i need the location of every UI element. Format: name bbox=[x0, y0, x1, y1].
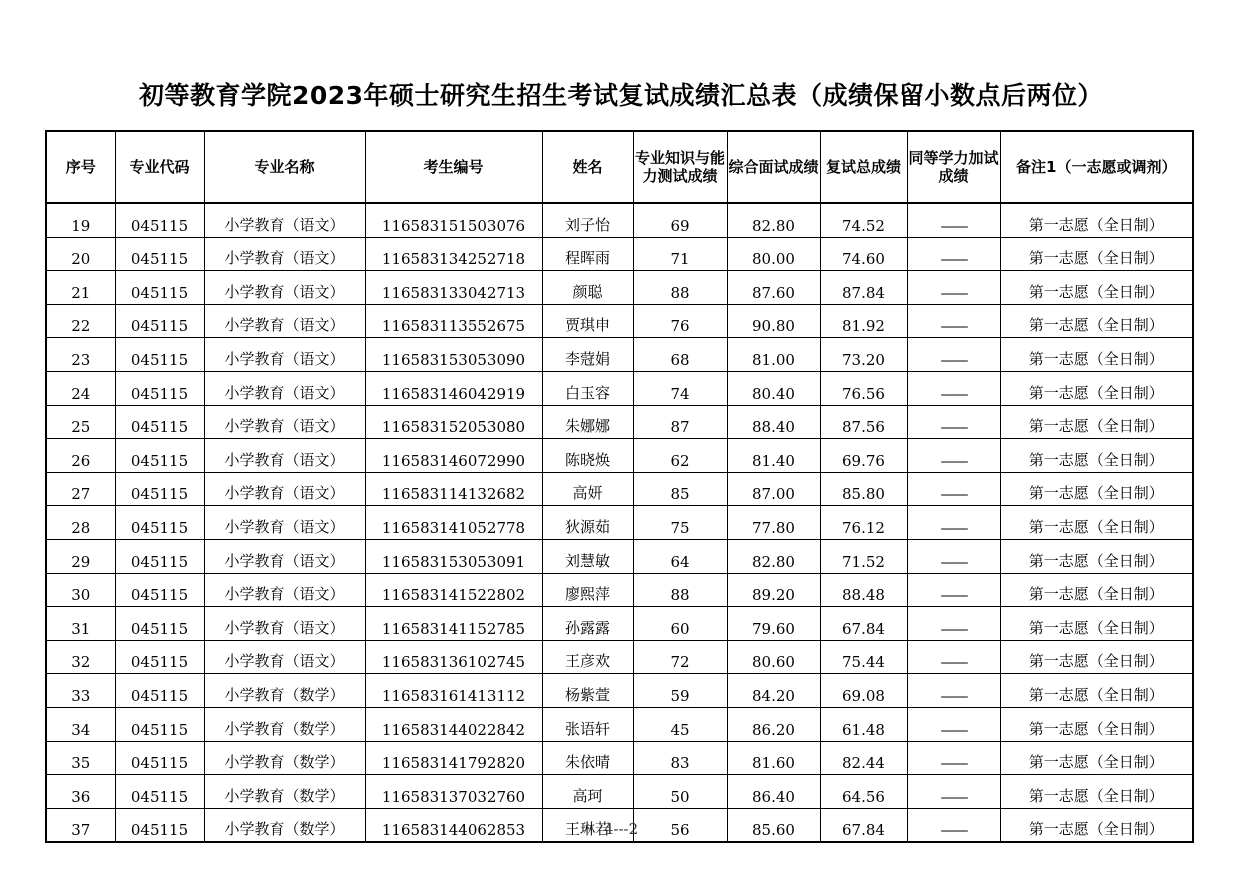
cell-major-name: 小学教育（语文） bbox=[204, 237, 365, 271]
cell-candidate-id: 116583136102745 bbox=[365, 640, 542, 674]
cell-major-name: 小学教育（语文） bbox=[204, 607, 365, 641]
column-header-major-code: 专业代码 bbox=[115, 131, 204, 203]
cell-interview-score: 88.40 bbox=[727, 405, 820, 439]
cell-test-score: 74 bbox=[633, 371, 727, 405]
cell-extra-score: —— bbox=[907, 237, 1000, 271]
cell-no: 29 bbox=[46, 539, 115, 573]
cell-interview-score: 86.20 bbox=[727, 707, 820, 741]
cell-total-score: 76.12 bbox=[820, 506, 907, 540]
cell-test-score: 71 bbox=[633, 237, 727, 271]
cell-no: 36 bbox=[46, 775, 115, 809]
cell-interview-score: 81.60 bbox=[727, 741, 820, 775]
cell-major-code: 045115 bbox=[115, 741, 204, 775]
cell-major-name: 小学教育（数学） bbox=[204, 707, 365, 741]
cell-extra-score: —— bbox=[907, 674, 1000, 708]
cell-interview-score: 87.60 bbox=[727, 271, 820, 305]
cell-total-score: 67.84 bbox=[820, 607, 907, 641]
cell-name: 王彦欢 bbox=[542, 640, 633, 674]
cell-note: 第一志愿（全日制） bbox=[1000, 472, 1193, 506]
table-row bbox=[46, 439, 1193, 473]
cell-total-score: 67.84 bbox=[820, 808, 907, 842]
cell-note: 第一志愿（全日制） bbox=[1000, 237, 1193, 271]
table-row bbox=[46, 607, 1193, 641]
cell-no: 19 bbox=[46, 203, 115, 237]
cell-extra-score: —— bbox=[907, 405, 1000, 439]
column-header-interview-score: 综合面试成绩 bbox=[727, 131, 820, 203]
cell-extra-score: —— bbox=[907, 439, 1000, 473]
cell-total-score: 75.44 bbox=[820, 640, 907, 674]
table-row bbox=[46, 405, 1193, 439]
cell-major-code: 045115 bbox=[115, 573, 204, 607]
cell-major-code: 045115 bbox=[115, 506, 204, 540]
cell-major-code: 045115 bbox=[115, 271, 204, 305]
cell-name: 张语轩 bbox=[542, 707, 633, 741]
table-row bbox=[46, 472, 1193, 506]
cell-note: 第一志愿（全日制） bbox=[1000, 304, 1193, 338]
column-header-candidate-id: 考生编号 bbox=[365, 131, 542, 203]
cell-interview-score: 90.80 bbox=[727, 304, 820, 338]
cell-total-score: 71.52 bbox=[820, 539, 907, 573]
cell-no: 30 bbox=[46, 573, 115, 607]
cell-test-score: 85 bbox=[633, 472, 727, 506]
table-row bbox=[46, 203, 1193, 237]
cell-note: 第一志愿（全日制） bbox=[1000, 405, 1193, 439]
cell-major-code: 045115 bbox=[115, 640, 204, 674]
cell-candidate-id: 116583141792820 bbox=[365, 741, 542, 775]
cell-interview-score: 87.00 bbox=[727, 472, 820, 506]
cell-major-name: 小学教育（数学） bbox=[204, 674, 365, 708]
scores-table bbox=[45, 130, 1194, 843]
cell-name: 刘慧敏 bbox=[542, 539, 633, 573]
cell-test-score: 50 bbox=[633, 775, 727, 809]
cell-major-code: 045115 bbox=[115, 338, 204, 372]
cell-note: 第一志愿（全日制） bbox=[1000, 203, 1193, 237]
cell-candidate-id: 116583137032760 bbox=[365, 775, 542, 809]
cell-test-score: 45 bbox=[633, 707, 727, 741]
column-header-name: 姓名 bbox=[542, 131, 633, 203]
cell-note: 第一志愿（全日制） bbox=[1000, 741, 1193, 775]
table-row bbox=[46, 707, 1193, 741]
cell-no: 26 bbox=[46, 439, 115, 473]
cell-major-code: 045115 bbox=[115, 674, 204, 708]
cell-major-code: 045115 bbox=[115, 707, 204, 741]
cell-extra-score: —— bbox=[907, 775, 1000, 809]
cell-extra-score: —— bbox=[907, 371, 1000, 405]
table-row bbox=[46, 304, 1193, 338]
cell-note: 第一志愿（全日制） bbox=[1000, 338, 1193, 372]
cell-candidate-id: 116583113552675 bbox=[365, 304, 542, 338]
cell-total-score: 85.80 bbox=[820, 472, 907, 506]
cell-name: 陈晓焕 bbox=[542, 439, 633, 473]
cell-major-code: 045115 bbox=[115, 775, 204, 809]
column-header-no: 序号 bbox=[46, 131, 115, 203]
cell-major-code: 045115 bbox=[115, 607, 204, 641]
cell-major-code: 045115 bbox=[115, 808, 204, 842]
cell-total-score: 69.08 bbox=[820, 674, 907, 708]
cell-major-name: 小学教育（数学） bbox=[204, 808, 365, 842]
cell-total-score: 88.48 bbox=[820, 573, 907, 607]
cell-major-code: 045115 bbox=[115, 237, 204, 271]
cell-note: 第一志愿（全日制） bbox=[1000, 607, 1193, 641]
table-row bbox=[46, 640, 1193, 674]
cell-major-name: 小学教育（语文） bbox=[204, 539, 365, 573]
cell-candidate-id: 116583144062853 bbox=[365, 808, 542, 842]
cell-extra-score: —— bbox=[907, 271, 1000, 305]
table-row bbox=[46, 775, 1193, 809]
cell-extra-score: —— bbox=[907, 640, 1000, 674]
cell-extra-score: —— bbox=[907, 539, 1000, 573]
cell-test-score: 69 bbox=[633, 203, 727, 237]
cell-name: 狄源茹 bbox=[542, 506, 633, 540]
cell-candidate-id: 116583114132682 bbox=[365, 472, 542, 506]
cell-no: 32 bbox=[46, 640, 115, 674]
table-row bbox=[46, 371, 1193, 405]
cell-no: 27 bbox=[46, 472, 115, 506]
cell-note: 第一志愿（全日制） bbox=[1000, 371, 1193, 405]
cell-note: 第一志愿（全日制） bbox=[1000, 640, 1193, 674]
table-row bbox=[46, 506, 1193, 540]
cell-name: 贾琪申 bbox=[542, 304, 633, 338]
page-number: 4---2 bbox=[603, 820, 639, 838]
cell-note: 第一志愿（全日制） bbox=[1000, 775, 1193, 809]
cell-test-score: 83 bbox=[633, 741, 727, 775]
cell-total-score: 64.56 bbox=[820, 775, 907, 809]
cell-note: 第一志愿（全日制） bbox=[1000, 271, 1193, 305]
cell-interview-score: 84.20 bbox=[727, 674, 820, 708]
cell-major-code: 045115 bbox=[115, 405, 204, 439]
cell-candidate-id: 116583152053080 bbox=[365, 405, 542, 439]
cell-major-name: 小学教育（数学） bbox=[204, 775, 365, 809]
cell-name: 杨紫萱 bbox=[542, 674, 633, 708]
cell-note: 第一志愿（全日制） bbox=[1000, 707, 1193, 741]
cell-total-score: 87.56 bbox=[820, 405, 907, 439]
cell-name: 朱娜娜 bbox=[542, 405, 633, 439]
cell-test-score: 56 bbox=[633, 808, 727, 842]
cell-no: 28 bbox=[46, 506, 115, 540]
cell-extra-score: —— bbox=[907, 203, 1000, 237]
cell-no: 23 bbox=[46, 338, 115, 372]
cell-major-code: 045115 bbox=[115, 371, 204, 405]
cell-major-name: 小学教育（语文） bbox=[204, 640, 365, 674]
cell-test-score: 64 bbox=[633, 539, 727, 573]
cell-test-score: 88 bbox=[633, 271, 727, 305]
cell-major-code: 045115 bbox=[115, 539, 204, 573]
cell-total-score: 73.20 bbox=[820, 338, 907, 372]
cell-note: 第一志愿（全日制） bbox=[1000, 573, 1193, 607]
column-header-major-name: 专业名称 bbox=[204, 131, 365, 203]
cell-interview-score: 80.40 bbox=[727, 371, 820, 405]
cell-interview-score: 80.60 bbox=[727, 640, 820, 674]
cell-test-score: 88 bbox=[633, 573, 727, 607]
cell-test-score: 68 bbox=[633, 338, 727, 372]
cell-interview-score: 77.80 bbox=[727, 506, 820, 540]
cell-major-name: 小学教育（语文） bbox=[204, 203, 365, 237]
cell-extra-score: —— bbox=[907, 338, 1000, 372]
cell-candidate-id: 116583144022842 bbox=[365, 707, 542, 741]
cell-major-name: 小学教育（语文） bbox=[204, 338, 365, 372]
cell-no: 24 bbox=[46, 371, 115, 405]
cell-interview-score: 81.40 bbox=[727, 439, 820, 473]
cell-note: 第一志愿（全日制） bbox=[1000, 506, 1193, 540]
cell-candidate-id: 116583153053091 bbox=[365, 539, 542, 573]
cell-interview-score: 79.60 bbox=[727, 607, 820, 641]
cell-total-score: 87.84 bbox=[820, 271, 907, 305]
cell-total-score: 82.44 bbox=[820, 741, 907, 775]
cell-note: 第一志愿（全日制） bbox=[1000, 808, 1193, 842]
cell-total-score: 74.60 bbox=[820, 237, 907, 271]
column-header-note: 备注1（一志愿或调剂） bbox=[1000, 131, 1193, 203]
cell-candidate-id: 116583141052778 bbox=[365, 506, 542, 540]
cell-interview-score: 81.00 bbox=[727, 338, 820, 372]
cell-major-name: 小学教育（语文） bbox=[204, 472, 365, 506]
table-body bbox=[46, 203, 1193, 842]
cell-name: 颜聪 bbox=[542, 271, 633, 305]
cell-no: 25 bbox=[46, 405, 115, 439]
cell-interview-score: 86.40 bbox=[727, 775, 820, 809]
cell-total-score: 74.52 bbox=[820, 203, 907, 237]
cell-name: 朱依晴 bbox=[542, 741, 633, 775]
cell-candidate-id: 116583133042713 bbox=[365, 271, 542, 305]
cell-extra-score: —— bbox=[907, 707, 1000, 741]
table-row bbox=[46, 338, 1193, 372]
cell-note: 第一志愿（全日制） bbox=[1000, 439, 1193, 473]
cell-interview-score: 82.80 bbox=[727, 203, 820, 237]
cell-test-score: 59 bbox=[633, 674, 727, 708]
cell-interview-score: 80.00 bbox=[727, 237, 820, 271]
cell-extra-score: —— bbox=[907, 607, 1000, 641]
cell-name: 高妍 bbox=[542, 472, 633, 506]
cell-total-score: 69.76 bbox=[820, 439, 907, 473]
cell-major-code: 045115 bbox=[115, 203, 204, 237]
cell-extra-score: —— bbox=[907, 573, 1000, 607]
page-title: 初等教育学院2023年硕士研究生招生考试复试成绩汇总表（成绩保留小数点后两位） bbox=[138, 81, 1104, 110]
cell-name: 孙露露 bbox=[542, 607, 633, 641]
cell-interview-score: 82.80 bbox=[727, 539, 820, 573]
cell-candidate-id: 116583161413112 bbox=[365, 674, 542, 708]
column-header-test-score: 专业知识与能力测试成绩 bbox=[633, 131, 727, 203]
cell-major-name: 小学教育（语文） bbox=[204, 439, 365, 473]
column-header-total-score: 复试总成绩 bbox=[820, 131, 907, 203]
cell-total-score: 61.48 bbox=[820, 707, 907, 741]
cell-no: 21 bbox=[46, 271, 115, 305]
cell-extra-score: —— bbox=[907, 741, 1000, 775]
cell-major-name: 小学教育（语文） bbox=[204, 506, 365, 540]
cell-major-name: 小学教育（语文） bbox=[204, 405, 365, 439]
cell-note: 第一志愿（全日制） bbox=[1000, 539, 1193, 573]
cell-no: 31 bbox=[46, 607, 115, 641]
cell-major-code: 045115 bbox=[115, 472, 204, 506]
cell-candidate-id: 116583146042919 bbox=[365, 371, 542, 405]
cell-test-score: 72 bbox=[633, 640, 727, 674]
cell-major-code: 045115 bbox=[115, 439, 204, 473]
cell-no: 33 bbox=[46, 674, 115, 708]
cell-major-name: 小学教育（语文） bbox=[204, 573, 365, 607]
cell-extra-score: —— bbox=[907, 472, 1000, 506]
cell-extra-score: —— bbox=[907, 808, 1000, 842]
cell-no: 37 bbox=[46, 808, 115, 842]
table-row bbox=[46, 674, 1193, 708]
cell-name: 高珂 bbox=[542, 775, 633, 809]
cell-test-score: 60 bbox=[633, 607, 727, 641]
cell-interview-score: 85.60 bbox=[727, 808, 820, 842]
table-row bbox=[46, 271, 1193, 305]
cell-major-code: 045115 bbox=[115, 304, 204, 338]
cell-name: 白玉容 bbox=[542, 371, 633, 405]
cell-candidate-id: 116583141522802 bbox=[365, 573, 542, 607]
cell-name: 刘子怡 bbox=[542, 203, 633, 237]
cell-candidate-id: 116583146072990 bbox=[365, 439, 542, 473]
cell-candidate-id: 116583151503076 bbox=[365, 203, 542, 237]
cell-no: 22 bbox=[46, 304, 115, 338]
cell-major-name: 小学教育（语文） bbox=[204, 304, 365, 338]
table-header-row bbox=[46, 131, 1193, 203]
cell-candidate-id: 116583153053090 bbox=[365, 338, 542, 372]
cell-total-score: 81.92 bbox=[820, 304, 907, 338]
cell-extra-score: —— bbox=[907, 506, 1000, 540]
cell-name: 王琳若 bbox=[542, 808, 633, 842]
cell-major-name: 小学教育（数学） bbox=[204, 741, 365, 775]
cell-test-score: 87 bbox=[633, 405, 727, 439]
table-row bbox=[46, 237, 1193, 271]
cell-name: 廖熙萍 bbox=[542, 573, 633, 607]
cell-extra-score: —— bbox=[907, 304, 1000, 338]
cell-no: 35 bbox=[46, 741, 115, 775]
cell-test-score: 62 bbox=[633, 439, 727, 473]
cell-note: 第一志愿（全日制） bbox=[1000, 674, 1193, 708]
cell-major-name: 小学教育（语文） bbox=[204, 271, 365, 305]
cell-no: 20 bbox=[46, 237, 115, 271]
cell-candidate-id: 116583141152785 bbox=[365, 607, 542, 641]
cell-total-score: 76.56 bbox=[820, 371, 907, 405]
column-header-extra-score: 同等学力加试成绩 bbox=[907, 131, 1000, 203]
cell-major-name: 小学教育（语文） bbox=[204, 371, 365, 405]
cell-no: 34 bbox=[46, 707, 115, 741]
cell-candidate-id: 116583134252718 bbox=[365, 237, 542, 271]
cell-test-score: 75 bbox=[633, 506, 727, 540]
table-row bbox=[46, 741, 1193, 775]
cell-interview-score: 89.20 bbox=[727, 573, 820, 607]
table-row bbox=[46, 573, 1193, 607]
table-row bbox=[46, 539, 1193, 573]
cell-name: 李蒄娟 bbox=[542, 338, 633, 372]
cell-test-score: 76 bbox=[633, 304, 727, 338]
cell-name: 程晖雨 bbox=[542, 237, 633, 271]
